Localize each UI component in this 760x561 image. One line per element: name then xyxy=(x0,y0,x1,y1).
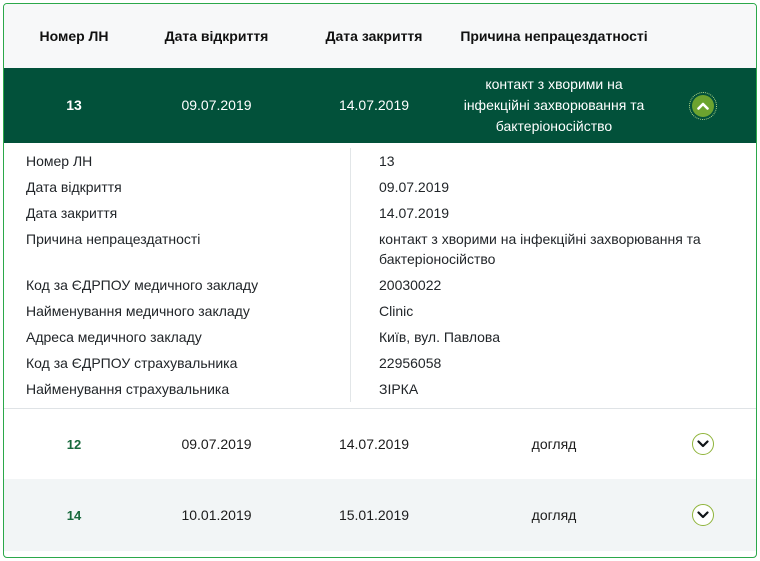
detail-row xyxy=(4,272,756,298)
detail-row xyxy=(4,200,756,226)
detail-value: 13 xyxy=(379,153,395,169)
column-header-date-open: Дата відкриття xyxy=(164,28,269,44)
detail-label: Причина непрацездатності xyxy=(4,226,351,272)
row-reason: догляд xyxy=(531,507,577,523)
row-number: 12 xyxy=(66,436,82,452)
column-header-number: Номер ЛН xyxy=(39,28,109,44)
detail-label: Найменування страхувальника xyxy=(4,376,351,402)
table-row[interactable] xyxy=(4,479,756,551)
detail-row xyxy=(4,350,756,376)
table-row-expanded[interactable] xyxy=(4,68,756,143)
detail-row xyxy=(4,324,756,350)
row-date-close: 15.01.2019 xyxy=(338,507,410,523)
detail-row xyxy=(4,226,756,272)
detail-label: Дата закриття xyxy=(4,200,351,226)
chevron-down-icon xyxy=(697,511,709,519)
collapse-row-button[interactable] xyxy=(692,95,714,117)
detail-label: Адреса медичного закладу xyxy=(4,324,351,350)
detail-value: Clinic xyxy=(379,303,414,319)
row-number: 13 xyxy=(66,97,82,113)
row-number: 14 xyxy=(66,507,82,523)
detail-value: 20030022 xyxy=(379,277,442,293)
row-details-panel xyxy=(4,143,756,409)
column-header-reason: Причина непрацездатності xyxy=(460,28,648,44)
detail-label: Код за ЄДРПОУ медичного закладу xyxy=(4,272,351,298)
sick-leave-table xyxy=(3,3,757,558)
row-date-open: 09.07.2019 xyxy=(181,436,252,452)
row-reason: догляд xyxy=(531,436,577,452)
expand-row-button[interactable] xyxy=(692,504,714,526)
detail-value: 09.07.2019 xyxy=(379,179,450,195)
expand-row-button[interactable] xyxy=(692,433,714,455)
detail-label: Код за ЄДРПОУ страхувальника xyxy=(4,350,351,376)
row-date-open: 10.01.2019 xyxy=(181,507,252,523)
row-reason: контакт з хворими на інфекційні захворювання та бактеріоносійство xyxy=(463,76,645,134)
detail-label: Найменування медичного закладу xyxy=(4,298,351,324)
detail-row xyxy=(4,174,756,200)
detail-label: Номер ЛН xyxy=(4,148,351,174)
row-date-close: 14.07.2019 xyxy=(338,436,410,452)
table-header-row xyxy=(4,4,756,68)
detail-value: контакт з хворими на інфекційні захворювання та бактеріоносійство xyxy=(379,231,701,267)
detail-value: Київ, вул. Павлова xyxy=(379,329,500,345)
detail-row xyxy=(4,376,756,402)
column-header-date-close: Дата закриття xyxy=(325,28,423,44)
row-date-open: 09.07.2019 xyxy=(181,97,252,113)
chevron-up-icon xyxy=(697,102,709,110)
detail-label: Дата відкриття xyxy=(4,174,351,200)
detail-value: ЗІРКА xyxy=(379,381,419,397)
detail-value: 22956058 xyxy=(379,355,442,371)
table-row[interactable] xyxy=(4,409,756,479)
detail-row xyxy=(4,148,756,174)
detail-row xyxy=(4,298,756,324)
row-date-close: 14.07.2019 xyxy=(338,97,410,113)
chevron-down-icon xyxy=(697,440,709,448)
detail-value: 14.07.2019 xyxy=(379,205,450,221)
